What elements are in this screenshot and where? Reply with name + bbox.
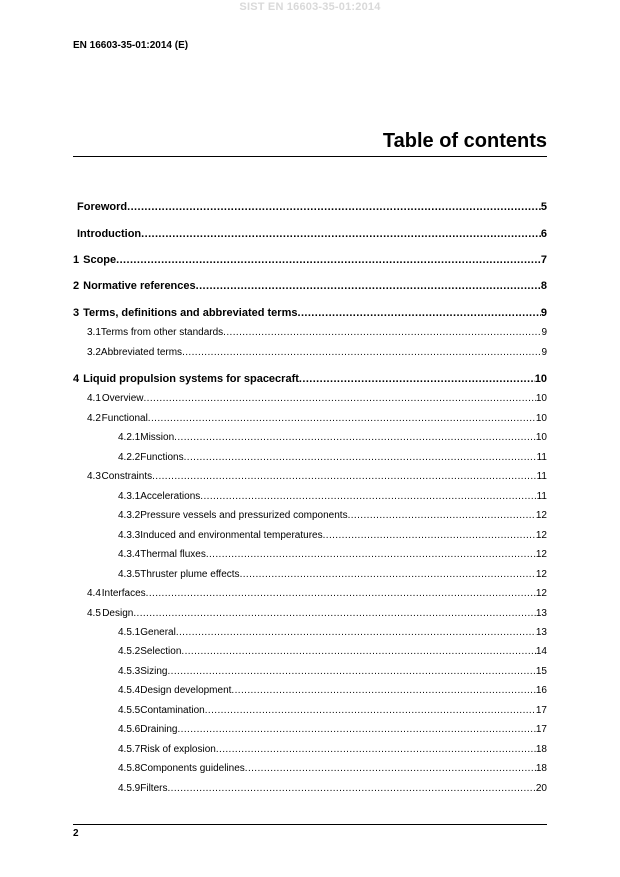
toc-entry-number: 4.2 <box>87 413 101 424</box>
toc-entry-label: Interfaces <box>101 588 146 599</box>
toc-title: Table of contents <box>382 130 547 152</box>
toc-leader-dots <box>205 705 536 716</box>
toc-leader-dots <box>178 724 536 735</box>
toc-entry[interactable] <box>73 491 547 505</box>
toc-entry-page: 12 <box>535 549 547 560</box>
toc-entry-label: Induced and environmental temperatures <box>140 530 323 541</box>
toc-entry-number: 4.5.6 <box>118 724 141 735</box>
toc-entry[interactable] <box>73 452 547 466</box>
toc-entry-label: Overview <box>101 393 144 404</box>
toc-entry-page: 12 <box>535 569 547 580</box>
toc-entry-number: 4.5.3 <box>118 666 141 677</box>
toc-leader-dots <box>141 228 541 240</box>
toc-entry-page: 12 <box>535 510 547 521</box>
toc-leader-dots <box>152 471 537 482</box>
toc-entry-label: Thermal fluxes <box>140 549 206 560</box>
toc-entry-label: Constraints <box>101 471 153 482</box>
toc-leader-dots <box>240 569 536 580</box>
toc-entry-page: 10 <box>535 432 547 443</box>
toc-entry[interactable] <box>73 783 547 797</box>
toc-leader-dots <box>181 646 535 657</box>
toc-leader-dots <box>116 254 541 266</box>
toc-entry[interactable] <box>73 327 547 341</box>
toc-entry-page: 11 <box>536 471 547 482</box>
toc-entry-number: 4.2.2 <box>118 452 141 463</box>
toc-entry-label: Functions <box>140 452 184 463</box>
toc-leader-dots <box>200 491 536 502</box>
toc-entry[interactable] <box>73 373 547 387</box>
page-number: 2 <box>73 828 79 839</box>
toc-entry-number: 4 <box>73 373 80 385</box>
toc-entry-label: Liquid propulsion systems for spacecraft <box>83 373 299 385</box>
toc-entry[interactable] <box>73 280 547 294</box>
toc-leader-dots <box>144 393 536 404</box>
toc-leader-dots <box>182 347 541 358</box>
toc-leader-dots <box>223 327 541 338</box>
toc-entry-page: 10 <box>534 373 547 385</box>
toc-entry-number: 4.5.8 <box>118 763 141 774</box>
toc-leader-dots <box>299 373 535 385</box>
toc-entry-page: 18 <box>535 744 547 755</box>
toc-entry-number: 4.5.1 <box>118 627 141 638</box>
toc-entry[interactable] <box>73 307 547 321</box>
toc-entry-number: 4.3.5 <box>118 569 141 580</box>
toc-entry-label: Design development <box>140 685 232 696</box>
toc-entry[interactable] <box>73 763 547 777</box>
toc-entry[interactable] <box>73 201 547 215</box>
toc-entry-label: Abbreviated terms <box>100 347 183 358</box>
toc-entry-page: 7 <box>540 254 547 266</box>
toc-entry[interactable] <box>73 432 547 446</box>
toc-entry-page: 17 <box>535 705 547 716</box>
toc-entry-label: Risk of explosion <box>140 744 216 755</box>
toc-entry-number: 3 <box>73 307 80 319</box>
toc-leader-dots <box>323 530 536 541</box>
toc-entry-label: Design <box>102 608 134 619</box>
toc-entry-label: Pressure vessels and pressurized components <box>140 510 348 521</box>
toc-entry[interactable] <box>73 627 547 641</box>
toc-entry-page: 11 <box>536 491 547 502</box>
toc-entry-label: Scope <box>83 254 117 266</box>
toc-leader-dots <box>245 763 536 774</box>
toc-entry-label: Components guidelines <box>140 763 245 774</box>
toc-entry-label: Thruster plume effects <box>140 569 240 580</box>
toc-entry-page: 6 <box>540 228 547 240</box>
toc-entry[interactable] <box>73 228 547 242</box>
toc-entry-number: 3.1 <box>87 327 101 338</box>
toc-entry-label: Sizing <box>140 666 168 677</box>
toc-entry[interactable] <box>73 510 547 524</box>
toc-entry-page: 12 <box>535 588 547 599</box>
toc-entry-number: 4.5.4 <box>118 685 141 696</box>
toc-entry-number: 4.3 <box>87 471 101 482</box>
toc-entry[interactable] <box>73 705 547 719</box>
toc-entry[interactable] <box>73 744 547 758</box>
toc-entry-label: Normative references <box>83 280 196 292</box>
toc-leader-dots <box>133 608 536 619</box>
toc-entry[interactable] <box>73 666 547 680</box>
toc-entry-number: 3.2 <box>87 347 101 358</box>
toc-entry-number: 4.1 <box>87 393 101 404</box>
toc-entry-page: 15 <box>535 666 547 677</box>
toc-entry-page: 9 <box>540 307 547 319</box>
toc-leader-dots <box>231 685 535 696</box>
toc-leader-dots <box>168 666 536 677</box>
toc-entry[interactable] <box>73 646 547 660</box>
toc-entry-label: General <box>140 627 176 638</box>
toc-entry-label: Introduction <box>77 228 142 240</box>
toc-entry[interactable] <box>73 530 547 544</box>
toc-entry-label: Filters <box>140 783 168 794</box>
toc-leader-dots <box>216 744 536 755</box>
toc-entry-label: Foreword <box>77 201 128 213</box>
toc-entry-label: Functional <box>101 413 148 424</box>
toc-entry[interactable] <box>73 393 547 407</box>
toc-entry[interactable] <box>73 549 547 563</box>
toc-entry-number: 4.5.2 <box>118 646 141 657</box>
toc-entry[interactable] <box>73 724 547 738</box>
toc-entry[interactable] <box>73 347 547 361</box>
toc-leader-dots <box>348 510 536 521</box>
toc-entry-page: 8 <box>540 280 547 292</box>
toc-entry-page: 10 <box>535 413 547 424</box>
toc-leader-dots <box>184 452 537 463</box>
toc-entry-number: 4.5.7 <box>118 744 141 755</box>
toc-entry-number: 4.3.3 <box>118 530 141 541</box>
watermark: SIST EN 16603-35-01:2014 <box>239 1 381 13</box>
toc-entry-page: 10 <box>535 393 547 404</box>
toc-entry-number: 4.2.1 <box>118 432 141 443</box>
toc-entry-page: 5 <box>540 201 547 213</box>
toc-leader-dots <box>174 432 536 443</box>
toc-entry-label: Draining <box>140 724 178 735</box>
toc-entry[interactable] <box>73 254 547 268</box>
toc-entry-page: 12 <box>535 530 547 541</box>
toc-entry-number: 1 <box>73 254 80 266</box>
toc-entry-label: Contamination <box>140 705 205 716</box>
toc-entry[interactable] <box>73 413 547 427</box>
toc-entry-page: 13 <box>535 627 547 638</box>
toc-entry-label: Accelerations <box>140 491 201 502</box>
toc-entry-label: Terms from other standards <box>100 327 224 338</box>
toc-leader-dots <box>127 201 541 213</box>
toc-leader-dots <box>167 783 535 794</box>
toc-entry-page: 16 <box>535 685 547 696</box>
toc-leader-dots <box>148 413 536 424</box>
toc-entry[interactable] <box>73 685 547 699</box>
toc-entry-label: Selection <box>140 646 182 657</box>
toc-leader-dots <box>146 588 536 599</box>
toc-entry[interactable] <box>73 608 547 622</box>
toc-entry-page: 9 <box>541 347 547 358</box>
toc-entry-page: 14 <box>535 646 547 657</box>
toc-entry-number: 4.5.5 <box>118 705 141 716</box>
toc-entry-number: 4.3.1 <box>118 491 141 502</box>
toc-leader-dots <box>297 307 540 319</box>
title-rule <box>73 156 547 157</box>
toc-entry-page: 18 <box>535 763 547 774</box>
toc-entry[interactable] <box>73 588 547 602</box>
toc-leader-dots <box>176 627 536 638</box>
toc-leader-dots <box>196 280 541 292</box>
toc-entry-page: 13 <box>535 608 547 619</box>
toc-entry-number: 4.5.9 <box>118 783 141 794</box>
footer-rule <box>73 824 547 825</box>
document-id: EN 16603-35-01:2014 (E) <box>73 40 189 51</box>
toc-entry[interactable] <box>73 471 547 485</box>
toc-entry-number: 4.3.2 <box>118 510 141 521</box>
toc-entry[interactable] <box>73 569 547 583</box>
toc-entry-label: Terms, definitions and abbreviated terms <box>83 307 298 319</box>
toc-entry-number: 4.4 <box>87 588 101 599</box>
toc-entry-page: 11 <box>536 452 547 463</box>
toc-entry-page: 20 <box>535 783 547 794</box>
toc-leader-dots <box>206 549 536 560</box>
toc-entry-number: 2 <box>73 280 80 292</box>
toc-entry-page: 17 <box>535 724 547 735</box>
toc-entry-number: 4.5 <box>87 608 101 619</box>
toc-entry-label: Mission <box>140 432 175 443</box>
toc-entry-page: 9 <box>541 327 547 338</box>
toc-entry-number: 4.3.4 <box>118 549 141 560</box>
